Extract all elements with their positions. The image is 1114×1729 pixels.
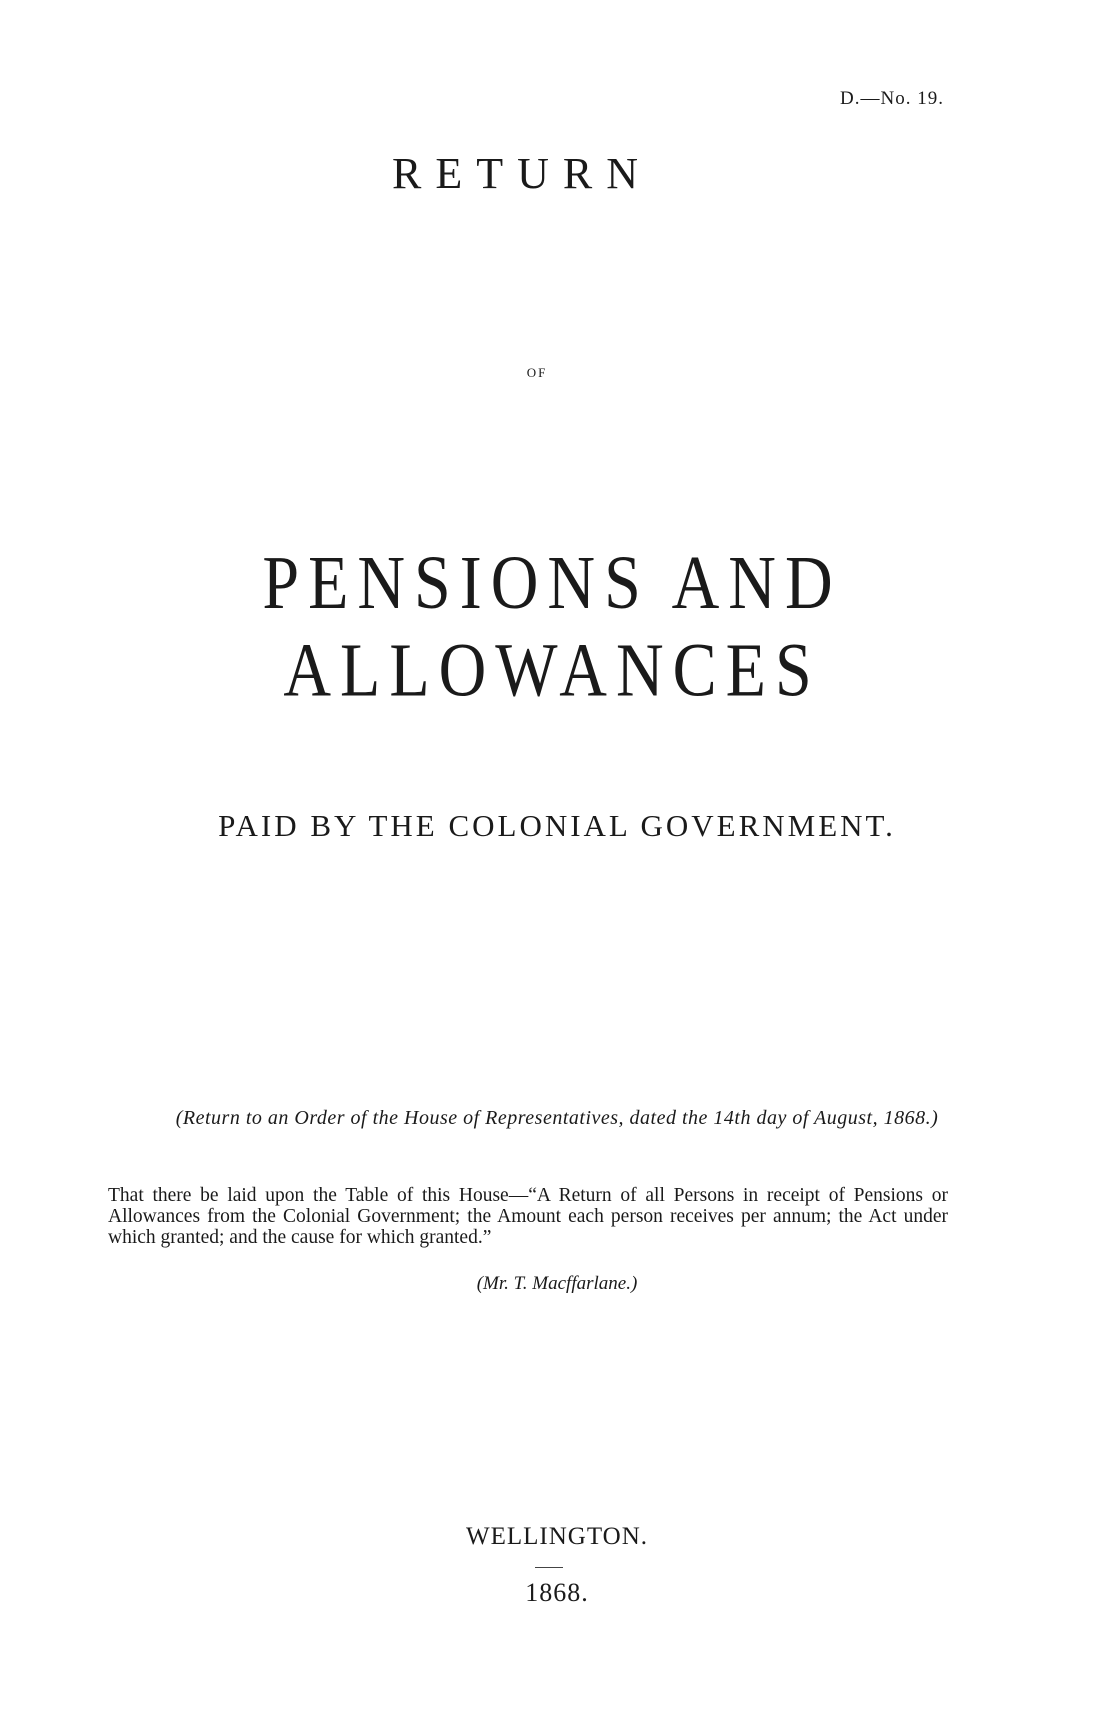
motion-text: That there be laid upon the Table of this House—“A Return of all Persons in receipt of Pensions or Allowances from the Colonial Government; the Amount each person receives per annum; the Act under which granted; and the cause for which granted.” [108,1185,948,1248]
publication-year: 1868. [525,1578,589,1607]
main-title: PENSIONS AND ALLOWANCES [262,541,842,713]
order-note: (Return to an Order of the House of Representatives, dated the 14th day of August, 1868.) [175,1107,939,1129]
connector-word: OF [526,365,548,380]
mover-name: (Mr. T. Macffarlane.) [476,1273,638,1294]
divider-rule [535,1567,563,1568]
document-reference: D.—No. 19. [840,88,944,109]
subtitle: PAID BY THE COLONIAL GOVERNMENT. [218,808,896,843]
return-heading: RETURN [392,149,652,198]
publication-place: WELLINGTON. [465,1523,649,1550]
